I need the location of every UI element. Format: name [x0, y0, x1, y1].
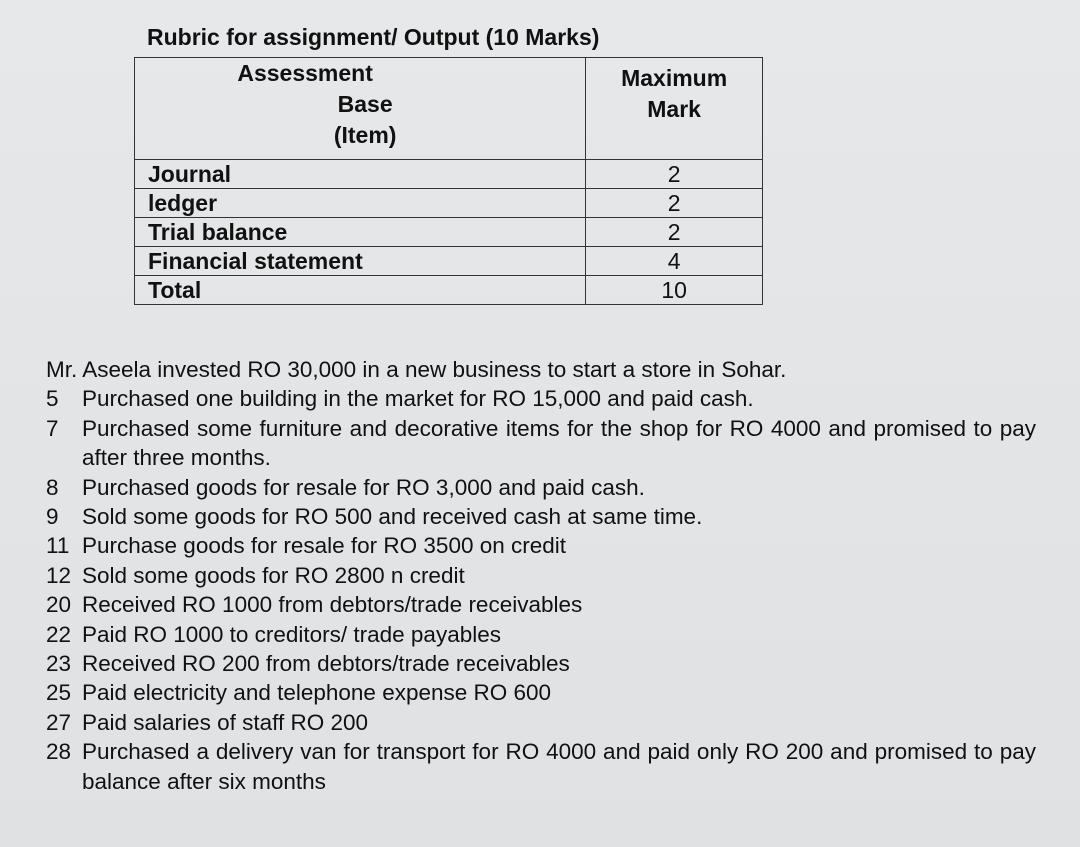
transaction-text: Paid salaries of staff RO 200: [82, 709, 368, 735]
question-text: [46, 355, 1036, 796]
rubric-header-row: [135, 58, 763, 160]
rubric-mark: 4: [586, 247, 763, 276]
rubric-total-row: [135, 276, 763, 305]
rubric-mark: 2: [586, 218, 763, 247]
header-mark-line1: Maximum: [621, 65, 728, 91]
transaction-text: Purchased some furniture and decorative items for the shop for RO 4000 and promised to pay after three months.: [82, 415, 1036, 471]
transaction-day: 7: [46, 415, 59, 441]
rubric-total-mark: 10: [586, 276, 763, 305]
transaction-day: 27: [46, 709, 72, 735]
transaction-day: 9: [46, 504, 59, 530]
rubric-row: [135, 160, 763, 189]
rubric-row: [135, 247, 763, 276]
list-item: [46, 531, 1036, 560]
transaction-text: Purchased a delivery van for transport for RO 4000 and paid only RO 200 and promised to pay balance after six months: [82, 739, 1036, 794]
transaction-list: [46, 384, 1036, 796]
header-item-line2: Base: [337, 91, 393, 117]
rubric-item: ledger: [135, 189, 586, 218]
list-item: [46, 384, 1036, 413]
transaction-day: 25: [46, 680, 72, 706]
header-assessment-item: [135, 58, 586, 160]
header-mark-line2: Mark: [647, 96, 701, 122]
list-item: [46, 649, 1036, 678]
rubric-total-label: Total: [135, 276, 586, 305]
rubric-table: [134, 57, 763, 305]
rubric-item: Journal: [135, 160, 586, 189]
transaction-day: 28: [46, 739, 72, 765]
transaction-text: Sold some goods for RO 2800 n credit: [82, 562, 465, 588]
list-item: [46, 678, 1036, 707]
list-item: [46, 737, 1036, 796]
transaction-text: Paid electricity and telephone expense RO 600: [82, 680, 552, 706]
list-item: [46, 708, 1036, 737]
rubric-row: [135, 189, 763, 218]
question-intro: Mr. Aseela invested RO 30,000 in a new business to start a store in Sohar.: [46, 357, 787, 382]
list-item: [46, 590, 1036, 619]
rubric-mark: 2: [586, 189, 763, 218]
header-item-line3: (Item): [333, 122, 397, 148]
rubric-row: [135, 218, 763, 247]
transaction-day: 22: [46, 621, 72, 647]
rubric-item: Financial statement: [135, 247, 586, 276]
header-item-line1: Assessment: [237, 60, 373, 86]
header-maximum-mark: [586, 58, 763, 160]
list-item: [46, 561, 1036, 590]
list-item: [46, 414, 1036, 473]
transaction-day: 20: [46, 592, 72, 618]
transaction-day: 8: [46, 474, 59, 500]
list-item: [46, 502, 1036, 531]
rubric-item: Trial balance: [135, 218, 586, 247]
transaction-day: 5: [46, 386, 59, 412]
transaction-day: 11: [46, 533, 70, 559]
transaction-text: Purchased goods for resale for RO 3,000 and paid cash.: [82, 474, 645, 500]
transaction-day: 23: [46, 651, 72, 677]
transaction-text: Received RO 200 from debtors/trade receivables: [82, 651, 570, 677]
transaction-text: Purchase goods for resale for RO 3500 on credit: [82, 533, 567, 559]
rubric-title: Rubric for assignment/ Output (10 Marks): [147, 24, 600, 50]
transaction-day: 12: [46, 562, 72, 588]
list-item: [46, 473, 1036, 502]
transaction-text: Received RO 1000 from debtors/trade receivables: [82, 592, 583, 618]
rubric-mark: 2: [586, 160, 763, 189]
transaction-text: Sold some goods for RO 500 and received cash at same time.: [82, 504, 703, 530]
transaction-text: Paid RO 1000 to creditors/ trade payables: [82, 621, 501, 647]
list-item: [46, 620, 1036, 649]
transaction-text: Purchased one building in the market for RO 15,000 and paid cash.: [82, 386, 754, 412]
